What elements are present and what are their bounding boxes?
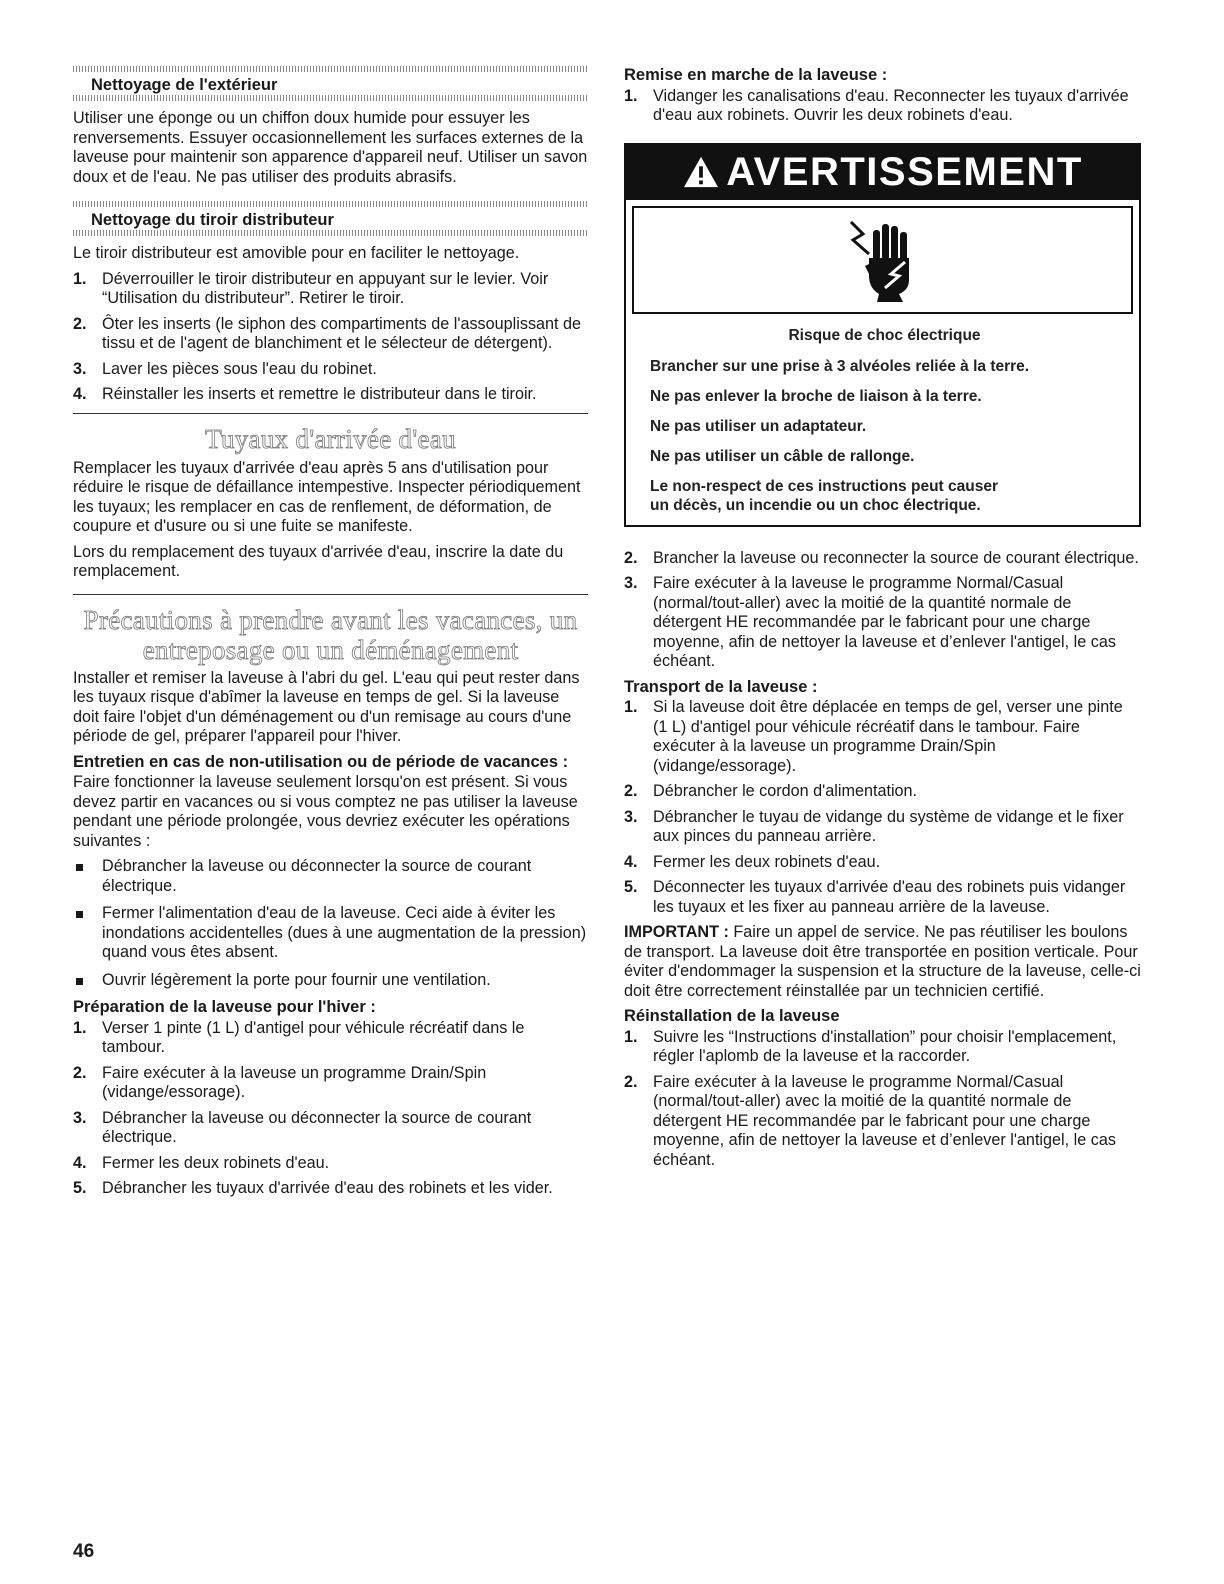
drawer-heading-block [73, 201, 588, 236]
warning-title: AVERTISSEMENT [726, 149, 1083, 194]
list-item: 2. Ôter les inserts (le siphon des compartiments de l'assouplissant de tissu et de l'agent de blanchiment et le sélecteur de détergent). [73, 314, 582, 352]
list-item: 2. Faire exécuter à la laveuse un programme Drain/Spin (vidange/essorage). [73, 1063, 487, 1101]
hatch-divider [73, 201, 588, 207]
drawer-heading: Nettoyage du tiroir distributeur [91, 211, 334, 229]
list-item: 1. Suivre les “Instructions d'installation” pour choisir l'emplacement, régler l'aplomb de la laveuse et la raccorder. [624, 1027, 1117, 1065]
list-item: 3. Laver les pièces sous l'eau du robinet. [73, 359, 377, 378]
right-column [624, 66, 1141, 1176]
reinstall-heading: Réinstallation de la laveuse [624, 1007, 840, 1025]
reinstall-steps [624, 1028, 1141, 1171]
vacation-text: Faire fonctionner la laveuse seulement lorsqu'on est présent. Si vous devez partir en vacances ou si vous comptez ne pas utiliser la laveuse pendant une période prolongée, vous devriez exécuter les opérations suivantes : [73, 773, 578, 850]
warning-icon-panel [632, 206, 1133, 314]
list-item: 2. Faire exécuter à la laveuse le programme Normal/Casual (normal/tout-aller) avec la moitié de la quantité normale de détergent HE recommandée par le fabricant pour une charge moyenne, afin de nettoyer la laveuse et d’enlever l'antigel, le cas échéant. [624, 1072, 1116, 1169]
precautions-section-title: Précautions à prendre avant les vacances, un entreposage ou un déménagement [83, 604, 578, 665]
precautions-intro: Installer et remiser la laveuse à l'abri du gel. L'eau qui peut rester dans les tuyaux risque d'abîmer la laveuse en temps de gel. Si la laveuse doit faire l'objet d'un déménagement ou d'un remisage au cours d'une période de gel, préparer l'appareil pour l'hiver. [73, 668, 580, 745]
hoses-text-2: Lors du remplacement des tuyaux d'arrivée d'eau, inscrire la date du remplacement. [73, 542, 564, 580]
warning-line: Ne pas utiliser un adaptateur. [650, 417, 867, 435]
restart-steps-first [624, 87, 1141, 126]
bullet-icon [76, 978, 83, 985]
list-item: 5. Débrancher les tuyaux d'arrivée d'eau des robinets et les vider. [73, 1179, 553, 1197]
transport-heading: Transport de la laveuse : [624, 677, 818, 696]
bullet-icon [76, 911, 83, 918]
winter-steps [73, 1019, 588, 1199]
list-item: 2. Débrancher le cordon d'alimentation. [624, 782, 918, 800]
important-note: IMPORTANT : Faire un appel de service. Ne pas réutiliser les boulons de transport. La laveuse doit être transportée en position verticale. Pour éviter d'endommager la suspension et la structure de la laveuse, celle-ci doit être correctement réinstallée par un technicien certifié. [624, 923, 1141, 1000]
restart-heading: Remise en marche de la laveuse : [624, 66, 888, 84]
warning-consequence: Le non-respect de ces instructions peut causer un décès, un incendie ou un choc électrique. [650, 477, 998, 514]
drawer-steps [73, 270, 588, 405]
electric-shock-hand-icon [843, 218, 923, 302]
winter-heading: Préparation de la laveuse pour l'hiver : [73, 998, 376, 1016]
warning-triangle-icon [682, 155, 720, 189]
warning-header [626, 145, 1139, 200]
exterior-heading: Nettoyage de l'extérieur [91, 76, 278, 94]
section-divider [73, 594, 588, 595]
exterior-text: Utiliser une éponge ou un chiffon doux humide pour essuyer les renversements. Essuyer occasionnellement les surfaces externes de la laveuse pour maintenir son apparence d'appareil neuf. Utiliser un savon doux et de l'eau. Ne pas utiliser des produits abrasifs. [73, 109, 588, 186]
list-item: Fermer l'alimentation d'eau de la laveuse. Ceci aide à éviter les inondations accidentelles (dues à une augmentation de la pression) quand vous êtes absent. [73, 904, 588, 963]
list-item: 3. Faire exécuter à la laveuse le programme Normal/Casual (normal/tout-aller) avec la moitié de la quantité normale de détergent HE recommandée par le fabricant pour une charge moyenne, afin de nettoyer la laveuse et d’enlever l'antigel, le cas échéant. [624, 574, 1116, 670]
vacation-bullets [73, 857, 588, 990]
list-item: 2. Brancher la laveuse ou reconnecter la source de courant électrique. [624, 548, 1139, 567]
warning-box [624, 143, 1141, 527]
warning-line: Ne pas utiliser un câble de rallonge. [650, 447, 915, 465]
left-column [73, 66, 588, 1205]
list-item: 4. Fermer les deux robinets d'eau. [73, 1153, 330, 1172]
exterior-heading-block [73, 66, 588, 101]
warning-line: Ne pas enlever la broche de liaison à la terre. [650, 387, 982, 405]
hatch-divider [73, 230, 588, 236]
bullet-icon [76, 864, 83, 871]
list-item: Débrancher la laveuse ou déconnecter la source de courant électrique. [73, 857, 588, 896]
list-item: 3. Débrancher le tuyau de vidange du système de vidange et le fixer aux pinces du panneau arrière. [624, 807, 1124, 845]
list-item: 1. Vidanger les canalisations d'eau. Reconnecter les tuyaux d'arrivée d'eau aux robinets. Ouvrir les deux robinets d'eau. [624, 86, 1129, 124]
page-number: 46 [73, 1541, 95, 1562]
hoses-section-title: Tuyaux d'arrivée d'eau [205, 423, 456, 454]
list-item: 1. Verser 1 pinte (1 L) d'antigel pour véhicule récréatif dans le tambour. [73, 1018, 525, 1056]
section-divider [73, 413, 588, 414]
list-item: 5. Déconnecter les tuyaux d'arrivée d'eau des robinets puis vidanger les tuyaux et les fixer au panneau arrière de la laveuse. [624, 878, 1126, 916]
list-item: 1. Déverrouiller le tiroir distributeur en appuyant sur le levier. Voir “Utilisation du distributeur”. Retirer le tiroir. [73, 269, 549, 307]
warning-body [626, 314, 1139, 525]
warning-risk: Risque de choc électrique [788, 326, 981, 344]
hoses-text-1: Remplacer les tuyaux d'arrivée d'eau après 5 ans d'utilisation pour réduire le risque de défaillance intempestive. Inspecter périodiquement les tuyaux; les remplacer en cas de renflement, de déformation, de coupure et d'usure ou si une fuite se manifeste. [73, 458, 581, 535]
list-item: 4. Fermer les deux robinets d'eau. [624, 852, 881, 871]
restart-steps-after [624, 549, 1141, 672]
warning-line: Brancher sur une prise à 3 alvéoles reliée à la terre. [650, 357, 1030, 375]
list-item: 4. Réinstaller les inserts et remettre le distributeur dans le tiroir. [73, 385, 537, 403]
transport-steps [624, 698, 1141, 917]
vacation-heading: Entretien en cas de non-utilisation ou de période de vacances : [73, 752, 569, 771]
drawer-intro: Le tiroir distributeur est amovible pour en faciliter le nettoyage. [73, 244, 520, 262]
list-item: Ouvrir légèrement la porte pour fournir une ventilation. [73, 971, 588, 991]
hatch-divider [73, 66, 588, 72]
list-item: 3. Débrancher la laveuse ou déconnecter la source de courant électrique. [73, 1108, 532, 1146]
list-item: 1. Si la laveuse doit être déplacée en temps de gel, verser une pinte (1 L) d'antigel pour véhicule récréatif dans le tambour. Faire exécuter à la laveuse un programme Drain/Spin (vidange/essorage). [624, 698, 1123, 775]
hatch-divider [73, 95, 588, 101]
